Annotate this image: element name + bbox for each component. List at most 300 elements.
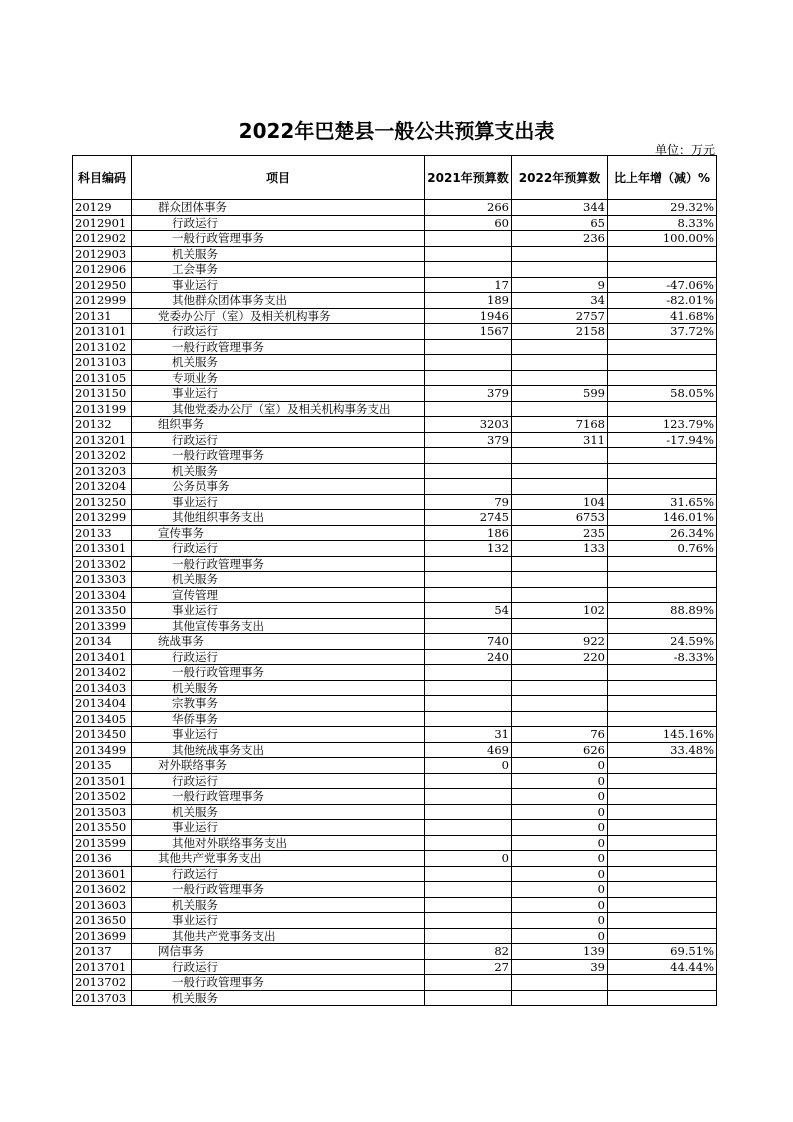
cell-budget-2021: 189: [425, 293, 512, 309]
cell-code: 2013203: [73, 463, 132, 479]
cell-item: 机关服务: [132, 680, 425, 696]
cell-budget-2022: [512, 401, 608, 417]
cell-code: 2013403: [73, 680, 132, 696]
cell-item: 机关服务: [132, 990, 425, 1006]
cell-item: 事业运行: [132, 386, 425, 402]
cell-change: 69.51%: [608, 944, 717, 960]
cell-code: 2012903: [73, 246, 132, 262]
cell-code: 2013302: [73, 556, 132, 572]
cell-budget-2021: [425, 897, 512, 913]
table-row: [73, 897, 717, 913]
cell-code: 2013699: [73, 928, 132, 944]
table-row: [73, 959, 717, 975]
cell-item: 宗教事务: [132, 696, 425, 712]
cell-code: 2013202: [73, 448, 132, 464]
cell-budget-2021: 1567: [425, 324, 512, 340]
cell-change: [608, 696, 717, 712]
cell-item: 宣传事务: [132, 525, 425, 541]
cell-code: 2013701: [73, 959, 132, 975]
cell-code: 2013201: [73, 432, 132, 448]
cell-item: 一般行政管理事务: [132, 448, 425, 464]
table-row: [73, 944, 717, 960]
cell-item: 事业运行: [132, 913, 425, 929]
cell-budget-2021: [425, 479, 512, 495]
cell-budget-2021: [425, 370, 512, 386]
cell-item: 行政运行: [132, 432, 425, 448]
cell-change: [608, 401, 717, 417]
cell-item: 一般行政管理事务: [132, 665, 425, 681]
budget-table: [72, 155, 717, 1006]
cell-item: 公务员事务: [132, 479, 425, 495]
cell-change: [608, 789, 717, 805]
cell-change: 37.72%: [608, 324, 717, 340]
cell-change: 8.33%: [608, 215, 717, 231]
cell-code: 2013599: [73, 835, 132, 851]
cell-change: [608, 618, 717, 634]
cell-budget-2022: 220: [512, 649, 608, 665]
cell-item: 其他统战事务支出: [132, 742, 425, 758]
cell-item: 机关服务: [132, 355, 425, 371]
cell-change: [608, 587, 717, 603]
cell-budget-2021: 17: [425, 277, 512, 293]
cell-change: -17.94%: [608, 432, 717, 448]
cell-change: 58.05%: [608, 386, 717, 402]
cell-budget-2022: [512, 246, 608, 262]
cell-budget-2022: 599: [512, 386, 608, 402]
cell-budget-2022: 76: [512, 727, 608, 743]
cell-code: 2012906: [73, 262, 132, 278]
table-row: [73, 432, 717, 448]
table-row: [73, 866, 717, 882]
cell-change: [608, 262, 717, 278]
table-row: [73, 293, 717, 309]
cell-item: 其他宣传事务支出: [132, 618, 425, 634]
cell-code: 20131: [73, 308, 132, 324]
cell-budget-2022: [512, 355, 608, 371]
cell-item: 统战事务: [132, 634, 425, 650]
cell-budget-2021: [425, 448, 512, 464]
cell-budget-2021: [425, 773, 512, 789]
cell-budget-2021: 3203: [425, 417, 512, 433]
cell-item: 其他党委办公厅（室）及相关机构事务支出: [132, 401, 425, 417]
header-budget-2021: 2021年预算数: [425, 156, 512, 200]
cell-change: [608, 448, 717, 464]
cell-budget-2021: [425, 556, 512, 572]
cell-budget-2021: 379: [425, 432, 512, 448]
table-row: [73, 370, 717, 386]
cell-budget-2021: 60: [425, 215, 512, 231]
cell-budget-2021: [425, 990, 512, 1006]
cell-budget-2021: 0: [425, 851, 512, 867]
table-row: [73, 448, 717, 464]
cell-budget-2022: 6753: [512, 510, 608, 526]
cell-budget-2022: 102: [512, 603, 608, 619]
cell-budget-2022: [512, 975, 608, 991]
cell-code: 2013404: [73, 696, 132, 712]
cell-change: [608, 339, 717, 355]
table-row: [73, 665, 717, 681]
cell-change: -82.01%: [608, 293, 717, 309]
table-row: [73, 975, 717, 991]
cell-budget-2021: 82: [425, 944, 512, 960]
table-row: [73, 649, 717, 665]
cell-item: 华侨事务: [132, 711, 425, 727]
cell-code: 2012999: [73, 293, 132, 309]
cell-change: 41.68%: [608, 308, 717, 324]
cell-code: 20129: [73, 200, 132, 216]
cell-budget-2022: 922: [512, 634, 608, 650]
table-row: [73, 696, 717, 712]
cell-code: 20137: [73, 944, 132, 960]
cell-item: 其他共产党事务支出: [132, 928, 425, 944]
cell-budget-2021: 1946: [425, 308, 512, 324]
cell-budget-2021: 469: [425, 742, 512, 758]
cell-budget-2021: [425, 789, 512, 805]
cell-budget-2021: 240: [425, 649, 512, 665]
cell-budget-2022: 0: [512, 789, 608, 805]
cell-item: 事业运行: [132, 277, 425, 293]
cell-item: 一般行政管理事务: [132, 556, 425, 572]
table-row: [73, 742, 717, 758]
cell-code: 2013350: [73, 603, 132, 619]
cell-change: 0.76%: [608, 541, 717, 557]
cell-change: [608, 556, 717, 572]
cell-budget-2022: [512, 556, 608, 572]
cell-code: 2013105: [73, 370, 132, 386]
table-row: [73, 820, 717, 836]
cell-code: 2013550: [73, 820, 132, 836]
table-row: [73, 200, 717, 216]
cell-code: 2013304: [73, 587, 132, 603]
cell-change: -8.33%: [608, 649, 717, 665]
cell-code: 2013405: [73, 711, 132, 727]
cell-item: 事业运行: [132, 603, 425, 619]
cell-item: 专项业务: [132, 370, 425, 386]
cell-change: [608, 820, 717, 836]
cell-budget-2022: [512, 618, 608, 634]
cell-change: 29.32%: [608, 200, 717, 216]
cell-item: 其他群众团体事务支出: [132, 293, 425, 309]
cell-item: 行政运行: [132, 215, 425, 231]
cell-budget-2021: [425, 339, 512, 355]
table-row: [73, 401, 717, 417]
table-row: [73, 556, 717, 572]
table-row: [73, 711, 717, 727]
cell-budget-2022: 0: [512, 835, 608, 851]
unit-label: 单位：万元: [654, 143, 715, 157]
cell-code: 2013601: [73, 866, 132, 882]
cell-item: 行政运行: [132, 866, 425, 882]
cell-change: [608, 835, 717, 851]
table-row: [73, 587, 717, 603]
cell-change: [608, 913, 717, 929]
cell-budget-2021: 740: [425, 634, 512, 650]
cell-budget-2021: [425, 463, 512, 479]
cell-budget-2021: [425, 680, 512, 696]
cell-change: [608, 680, 717, 696]
table-row: [73, 882, 717, 898]
cell-budget-2021: 31: [425, 727, 512, 743]
cell-code: 2012902: [73, 231, 132, 247]
cell-budget-2021: 266: [425, 200, 512, 216]
cell-change: 33.48%: [608, 742, 717, 758]
cell-item: 工会事务: [132, 262, 425, 278]
cell-item: 行政运行: [132, 324, 425, 340]
cell-change: [608, 246, 717, 262]
cell-budget-2022: [512, 680, 608, 696]
cell-change: [608, 711, 717, 727]
cell-budget-2022: 2158: [512, 324, 608, 340]
cell-budget-2022: 9: [512, 277, 608, 293]
cell-budget-2021: [425, 572, 512, 588]
cell-code: 2013103: [73, 355, 132, 371]
cell-budget-2022: 0: [512, 851, 608, 867]
cell-budget-2021: [425, 665, 512, 681]
header-item: 项目: [132, 156, 425, 200]
cell-code: 2013450: [73, 727, 132, 743]
cell-code: 2013503: [73, 804, 132, 820]
cell-budget-2021: [425, 882, 512, 898]
table-row: [73, 804, 717, 820]
cell-change: -47.06%: [608, 277, 717, 293]
cell-budget-2021: 0: [425, 758, 512, 774]
cell-budget-2022: 0: [512, 804, 608, 820]
cell-item: 其他对外联络事务支出: [132, 835, 425, 851]
cell-code: 20136: [73, 851, 132, 867]
cell-budget-2021: [425, 835, 512, 851]
cell-budget-2021: [425, 246, 512, 262]
cell-item: 行政运行: [132, 649, 425, 665]
cell-code: 2013150: [73, 386, 132, 402]
cell-change: 24.59%: [608, 634, 717, 650]
table-row: [73, 773, 717, 789]
cell-change: [608, 866, 717, 882]
cell-item: 行政运行: [132, 773, 425, 789]
table-row: [73, 851, 717, 867]
cell-code: 2013501: [73, 773, 132, 789]
cell-change: 146.01%: [608, 510, 717, 526]
header-change: 比上年增（减）%: [608, 156, 717, 200]
cell-code: 2013250: [73, 494, 132, 510]
cell-budget-2022: 139: [512, 944, 608, 960]
cell-code: 2013204: [73, 479, 132, 495]
cell-change: 145.16%: [608, 727, 717, 743]
cell-budget-2022: [512, 711, 608, 727]
cell-change: 123.79%: [608, 417, 717, 433]
table-row: [73, 835, 717, 851]
cell-item: 一般行政管理事务: [132, 882, 425, 898]
cell-budget-2022: 344: [512, 200, 608, 216]
table-row: [73, 541, 717, 557]
cell-item: 群众团体事务: [132, 200, 425, 216]
cell-item: 一般行政管理事务: [132, 789, 425, 805]
cell-budget-2022: 2757: [512, 308, 608, 324]
cell-budget-2022: 65: [512, 215, 608, 231]
cell-code: 2013650: [73, 913, 132, 929]
cell-budget-2022: [512, 587, 608, 603]
table-row: [73, 417, 717, 433]
table-row: [73, 525, 717, 541]
cell-budget-2021: 132: [425, 541, 512, 557]
cell-budget-2021: [425, 696, 512, 712]
cell-code: 20132: [73, 417, 132, 433]
table-row: [73, 463, 717, 479]
cell-item: 机关服务: [132, 897, 425, 913]
cell-item: 一般行政管理事务: [132, 231, 425, 247]
cell-item: 行政运行: [132, 959, 425, 975]
cell-change: [608, 804, 717, 820]
cell-budget-2022: [512, 370, 608, 386]
cell-budget-2021: 79: [425, 494, 512, 510]
cell-budget-2022: 0: [512, 913, 608, 929]
cell-item: 机关服务: [132, 804, 425, 820]
table-row: [73, 789, 717, 805]
cell-budget-2021: [425, 231, 512, 247]
cell-budget-2022: [512, 339, 608, 355]
cell-code: 2012901: [73, 215, 132, 231]
cell-budget-2022: 0: [512, 928, 608, 944]
page-title: 2022年巴楚县一般公共预算支出表: [238, 119, 555, 143]
table-row: [73, 758, 717, 774]
cell-budget-2022: 0: [512, 820, 608, 836]
cell-change: 100.00%: [608, 231, 717, 247]
cell-budget-2022: [512, 479, 608, 495]
table-row: [73, 494, 717, 510]
table-row: [73, 572, 717, 588]
cell-budget-2021: [425, 928, 512, 944]
cell-budget-2022: 0: [512, 882, 608, 898]
cell-change: [608, 758, 717, 774]
cell-item: 对外联络事务: [132, 758, 425, 774]
table-row: [73, 308, 717, 324]
table-row: [73, 928, 717, 944]
cell-code: 2013502: [73, 789, 132, 805]
cell-change: [608, 355, 717, 371]
cell-budget-2021: 27: [425, 959, 512, 975]
table-row: [73, 510, 717, 526]
cell-budget-2022: [512, 448, 608, 464]
cell-code: 2013401: [73, 649, 132, 665]
cell-change: 26.34%: [608, 525, 717, 541]
cell-budget-2022: 39: [512, 959, 608, 975]
cell-code: 2012950: [73, 277, 132, 293]
cell-change: [608, 479, 717, 495]
cell-change: 88.89%: [608, 603, 717, 619]
cell-budget-2022: [512, 696, 608, 712]
cell-code: 2013703: [73, 990, 132, 1006]
cell-change: [608, 975, 717, 991]
cell-change: [608, 572, 717, 588]
cell-item: 机关服务: [132, 246, 425, 262]
table-row: [73, 339, 717, 355]
cell-budget-2021: [425, 820, 512, 836]
cell-budget-2021: [425, 866, 512, 882]
cell-item: 事业运行: [132, 494, 425, 510]
cell-budget-2021: [425, 262, 512, 278]
cell-code: 2013301: [73, 541, 132, 557]
cell-item: 行政运行: [132, 541, 425, 557]
table-row: [73, 215, 717, 231]
cell-code: 20135: [73, 758, 132, 774]
table-row: [73, 634, 717, 650]
cell-change: [608, 897, 717, 913]
table-row: [73, 277, 717, 293]
table-row: [73, 324, 717, 340]
cell-budget-2022: 104: [512, 494, 608, 510]
cell-budget-2021: 54: [425, 603, 512, 619]
cell-code: 2013303: [73, 572, 132, 588]
cell-budget-2021: [425, 913, 512, 929]
cell-budget-2022: [512, 572, 608, 588]
cell-budget-2021: [425, 711, 512, 727]
cell-budget-2022: 7168: [512, 417, 608, 433]
cell-budget-2022: 133: [512, 541, 608, 557]
cell-code: 2013102: [73, 339, 132, 355]
cell-budget-2022: 626: [512, 742, 608, 758]
cell-budget-2022: 0: [512, 773, 608, 789]
cell-code: 20133: [73, 525, 132, 541]
table-row: [73, 727, 717, 743]
cell-budget-2021: [425, 587, 512, 603]
table-row: [73, 479, 717, 495]
cell-budget-2022: 0: [512, 758, 608, 774]
cell-code: 2013199: [73, 401, 132, 417]
cell-change: [608, 851, 717, 867]
cell-change: [608, 882, 717, 898]
table-header-row: [73, 156, 717, 200]
cell-item: 事业运行: [132, 727, 425, 743]
cell-change: [608, 928, 717, 944]
cell-budget-2022: 236: [512, 231, 608, 247]
cell-code: 20134: [73, 634, 132, 650]
cell-budget-2021: [425, 355, 512, 371]
cell-item: 事业运行: [132, 820, 425, 836]
cell-code: 2013702: [73, 975, 132, 991]
cell-budget-2021: 379: [425, 386, 512, 402]
table-row: [73, 990, 717, 1006]
cell-item: 一般行政管理事务: [132, 339, 425, 355]
cell-budget-2021: 186: [425, 525, 512, 541]
cell-change: [608, 665, 717, 681]
cell-code: 2013101: [73, 324, 132, 340]
cell-change: [608, 463, 717, 479]
cell-change: [608, 370, 717, 386]
header-code: 科目编码: [73, 156, 132, 200]
cell-change: 44.44%: [608, 959, 717, 975]
cell-budget-2022: [512, 262, 608, 278]
cell-budget-2022: 235: [512, 525, 608, 541]
cell-budget-2022: 34: [512, 293, 608, 309]
cell-code: 2013499: [73, 742, 132, 758]
table-row: [73, 618, 717, 634]
cell-item: 一般行政管理事务: [132, 975, 425, 991]
cell-budget-2021: [425, 401, 512, 417]
table-row: [73, 262, 717, 278]
header-budget-2022: 2022年预算数: [512, 156, 608, 200]
cell-budget-2022: [512, 990, 608, 1006]
cell-budget-2021: [425, 804, 512, 820]
cell-change: [608, 773, 717, 789]
table-row: [73, 231, 717, 247]
cell-budget-2022: 0: [512, 866, 608, 882]
cell-code: 2013299: [73, 510, 132, 526]
cell-budget-2022: 311: [512, 432, 608, 448]
cell-code: 2013602: [73, 882, 132, 898]
table-body: [73, 200, 717, 1006]
table-row: [73, 603, 717, 619]
table-row: [73, 913, 717, 929]
table-row: [73, 680, 717, 696]
